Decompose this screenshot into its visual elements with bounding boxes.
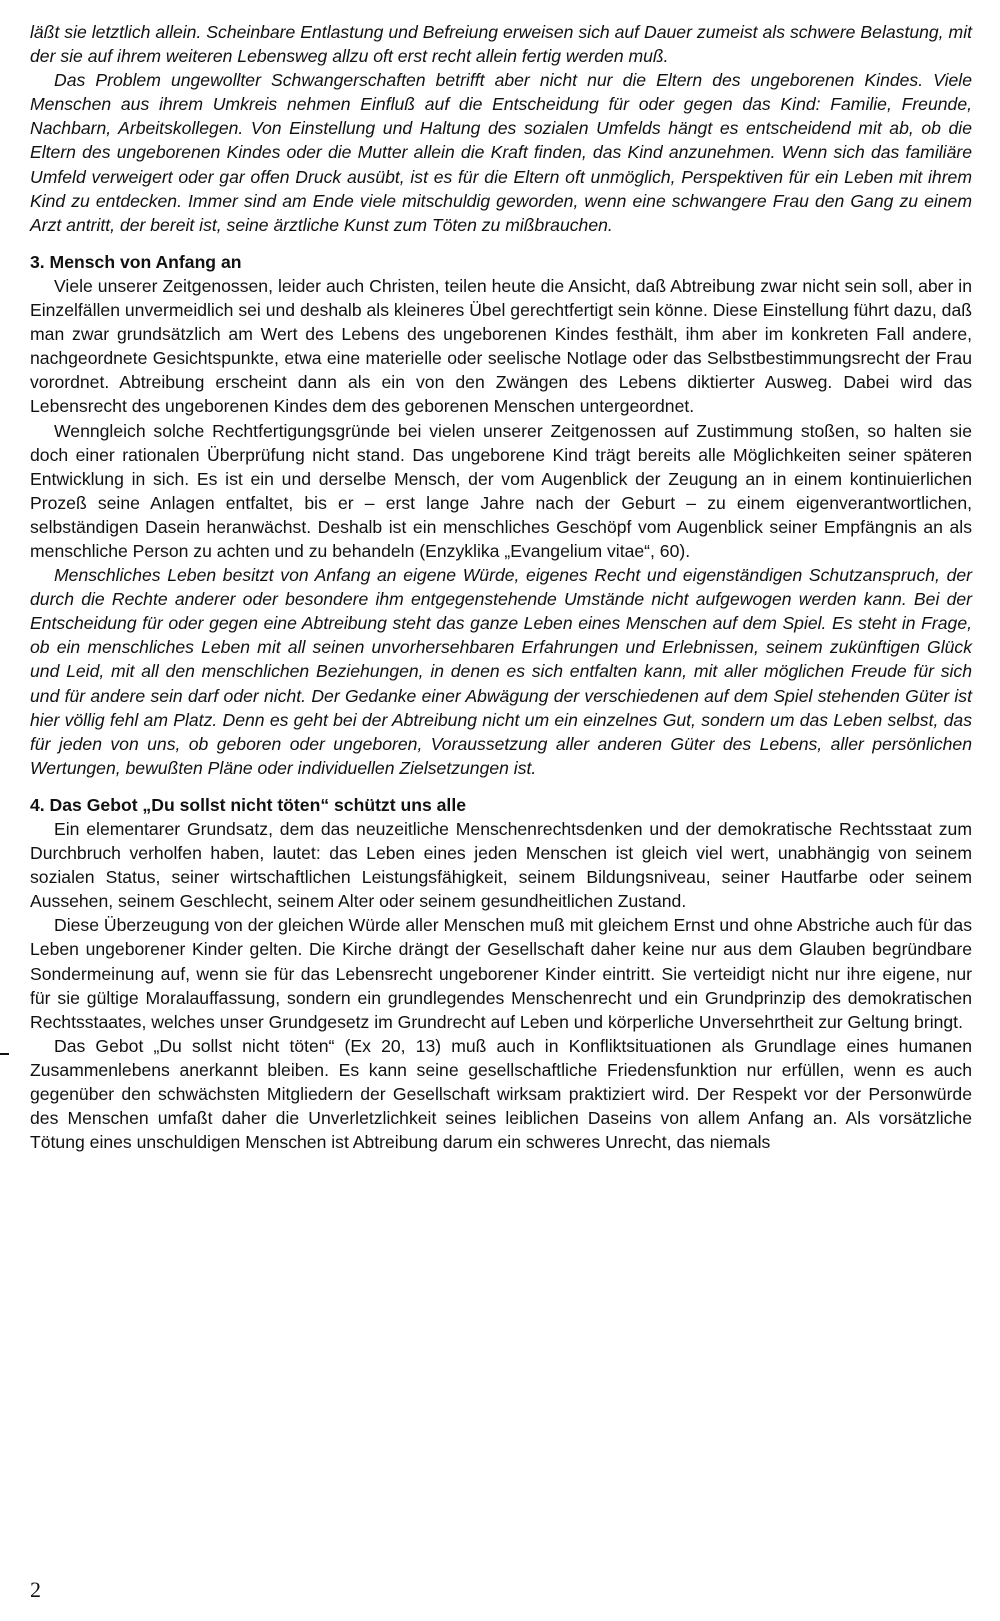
section-4-paragraph-3: Das Gebot „Du sollst nicht töten“ (Ex 20, 13) muß auch in Konfliktsituationen als Grundlage eines humanen Zusammenlebens anerkannt bleiben. Es kann seine gesellschaftliche Friedensfunktion nur erfüllen, wenn es auch gegenüber den schwächsten Mitgliedern der Gesellschaft wirksam praktiziert wird. Der Respekt vor der Personwürde des Menschen umfaßt daher die Unverletzlichkeit seines leiblichen Daseins von allem Anfang an. Als vorsätzliche Tötung eines unschuldigen Menschen ist Abtreibung darum ein schweres Unrecht, das niemals	[30, 1035, 972, 1153]
section-4-paragraph-1: Ein elementarer Grundsatz, dem das neuzeitliche Menschenrechtsdenken und der demokratische Rechtsstaat zum Durchbruch verholfen haben, lautet: das Leben eines jeden Menschen ist gleich viel wert, unabhängig von seinem sozialen Status, seiner wirtschaftlichen Leistungsfähigkeit, seinem Bildungsniveau, seiner Hautfarbe oder seinem Aussehen, seinem Geschlecht, seinem Alter oder seinem gesundheitlichen Zustand.	[30, 819, 972, 912]
section-3-paragraph-2: Wenngleich solche Rechtfertigungsgründe bei vielen unserer Zeitgenossen auf Zustimmung stoßen, so halten sie doch einer rationalen Überprüfung nicht stand. Das ungeborene Kind trägt bereits alle Möglichkeiten seiner späteren Entwicklung in sich. Es ist ein und derselbe Mensch, der vom Augenblick der Zeugung an in einem kontinuierlichen Prozeß seine Anlagen entfaltet, bis er – erst lange Jahre nach der Geburt – zu einem eigenverantwortlichen, selbständigen Dasein heranwächst. Deshalb ist ein menschliches Geschöpf vom Augenblick seiner Empfängnis an als menschliche Person zu achten und zu behandeln (Enzyklika „Evangelium vitae“, 60).	[30, 420, 972, 561]
page-number: 2	[30, 1577, 41, 1602]
section-4-heading: 4. Das Gebot „Du sollst nicht töten“ schützt uns alle	[30, 794, 466, 815]
margin-tick-mark	[0, 1053, 9, 1055]
intro-paragraph-1: läßt sie letztlich allein. Scheinbare Entlastung und Befreiung erweisen sich auf Dauer zumeist als schwere Belastung, mit der sie auf ihrem weiteren Lebensweg allzu oft erst recht allein fertig werden muß.	[30, 22, 972, 67]
section-4-paragraph-2: Diese Überzeugung von der gleichen Würde aller Menschen muß mit gleichem Ernst und ohne Abstriche auch für das Leben ungeborener Kinder gelten. Die Kirche drängt der Gesellschaft daher keine nur aus dem Glauben begründbare Sondermeinung auf, wenn sie für das Lebensrecht ungeborener Kinder eintritt. Sie verteidigt nicht nur ihre eigene, nur für sie gültige Moralauffassung, sondern ein grundlegendes Menschenrecht und ein Grundprinzip des demokratischen Rechtsstaates, welches unser Grundgesetz im Grundrecht auf Leben und körperliche Unversehrtheit zur Geltung bringt.	[30, 915, 972, 1032]
section-3-paragraph-3: Menschliches Leben besitzt von Anfang an eigene Würde, eigenes Recht und eigenständigen Schutzanspruch, der durch die Rechte anderer oder besondere ihm entgegenstehende Umstände nicht aufgewogen werden kann. Bei der Entscheidung für oder gegen eine Abtreibung steht das ganze Leben eines Menschen auf dem Spiel. Es steht in Frage, ob ein menschliches Leben mit all seinen unvorhersehbaren Erfahrungen und Erlebnissen, seinem zukünftigen Glück und Leid, mit all den menschlichen Beziehungen, in denen es sich entfalten kann, mit aller möglichen Freude für sich und für andere sein darf oder nicht. Der Gedanke einer Abwägung der verschiedenen auf dem Spiel stehenden Güter ist hier völlig fehl am Platz. Denn es geht bei der Abtreibung nicht um ein einzelnes Gut, sondern um das Leben selbst, das für jeden von uns, ob geboren oder ungeboren, Voraussetzung aller anderen Güter des Lebens, aller persönlichen Wertungen, bewußten Pläne oder individuellen Zielsetzungen ist.	[30, 565, 972, 778]
section-3-paragraph-1: Viele unserer Zeitgenossen, leider auch Christen, teilen heute die Ansicht, daß Abtreibung zwar nicht sein soll, aber in Einzelfällen unvermeidlich sei und deshalb als kleineres Übel gerechtfertigt sein könne. Diese Einstellung führt dazu, daß man zwar grundsätzlich am Wert des Lebens des ungeborenen Kindes festhält, ihm aber im konkreten Fall andere, nachgeordnete Gesichtspunkte, etwa eine materielle oder seelische Notlage oder das Selbstbestimmungsrecht der Frau vorordnet. Abtreibung erscheint dann als ein von den Zwängen des Lebens diktierter Ausweg. Dabei wird das Lebensrecht des ungeborenen Kindes dem des geborenen Menschen untergeordnet.	[30, 275, 972, 417]
section-3-heading: 3. Mensch von Anfang an	[30, 251, 242, 272]
intro-paragraph-2: Das Problem ungewollter Schwangerschaften betrifft aber nicht nur die Eltern des ungeborenen Kindes. Viele Menschen aus ihrem Umkreis nehmen Einfluß auf die Entscheidung für oder gegen das Kind: Familie, Freunde, Nachbarn, Arbeitskollegen. Von Einstellung und Haltung des sozialen Umfelds hängt es entscheidend mit ab, ob die Eltern des ungeborenen Kindes oder die Mutter allein die Kraft finden, das Kind anzunehmen. Wenn sich das familiäre Umfeld verweigert oder gar offen Druck ausübt, ist es für die Eltern oft unmöglich, Perspektiven für ein Leben mit ihrem Kind zu entdecken. Immer sind am Ende viele mitschuldig geworden, wenn eine schwangere Frau den Gang zu einem Arzt antritt, der bereit ist, seine ärztliche Kunst zum Töten zu mißbrauchen.	[30, 70, 972, 235]
document-page	[30, 20, 972, 1154]
